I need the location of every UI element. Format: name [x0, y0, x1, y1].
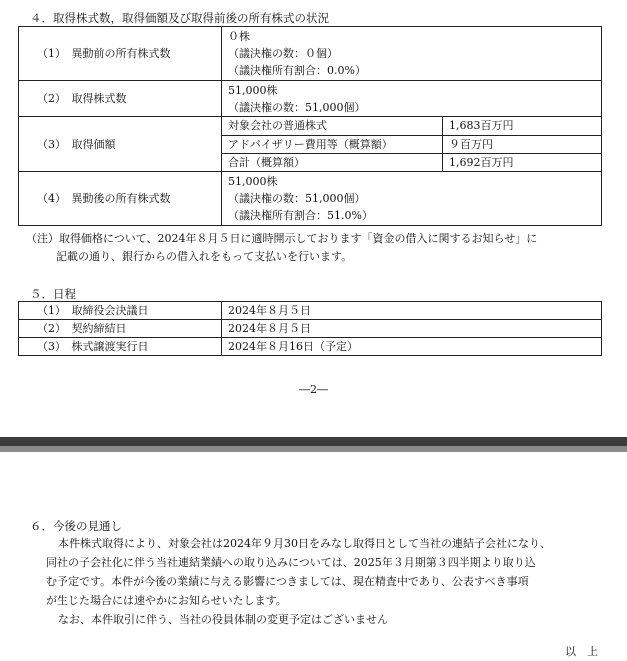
price-total-name: 合計（概算額） [222, 153, 443, 171]
price-row [222, 135, 601, 153]
row2-votes: （議決権の数：51,000個） [228, 100, 366, 114]
row1-label: （1） 異動前の所有株式数 [19, 27, 222, 81]
outlook-line: む予定です。本件が今後の業績に与える影響につきましては、現在精査中であり、公表すべき事項 [46, 575, 529, 588]
row4-votes: （議決権の数：51,000個） [228, 192, 366, 205]
section5-heading: ５．日程 [30, 287, 76, 301]
table-row [19, 172, 602, 226]
row4-label: （4） 異動後の所有株式数 [19, 172, 222, 226]
row3-value [222, 117, 602, 172]
section4-heading: ４．取得株式数，取得価額及び取得前後の所有株式の状況 [30, 11, 329, 25]
row3-label: （3） 取得価額 [19, 117, 222, 172]
price-row [222, 153, 601, 171]
price-row [222, 117, 601, 135]
row4-value [222, 172, 602, 226]
row4-ratio: （議決権所有割合：51.0%） [228, 209, 373, 222]
outlook-line: 同社の子会社化に伴う当社連結業績への取り込みについては、2025年３月期第３四半期より取り込 [46, 556, 536, 569]
outlook-line: 本件株式取得により、対象会社は2024年９月30日をみなし取得日として当社の連結子会社になり、 [58, 537, 551, 550]
outlook-line: なお、本件取引に伴う、当社の役員体制の変更予定はございません [58, 613, 388, 626]
row1-value [222, 27, 602, 81]
row4-shares: 51,000株 [228, 175, 278, 188]
schedule-label: （3） 株式譲渡実行日 [19, 338, 222, 356]
table-row [19, 117, 602, 172]
price-item-value: 1,683百万円 [443, 117, 602, 135]
price-breakdown-table [222, 117, 601, 171]
row1-votes: （議決権の数：０個） [228, 47, 338, 60]
note-line-1: （注）取得価格について、2024年８月５日に適時開示しております「資金の借入に関するお知らせ」に [26, 232, 538, 245]
row2-label: （2） 取得株式数 [19, 81, 222, 117]
schedule-date: 2024年８月16日（予定） [222, 338, 602, 356]
row1-shares: ０株 [228, 30, 250, 43]
price-item-name: アドバイザリー費用等（概算額） [222, 135, 443, 153]
section6-heading: ６．今後の見通し [30, 519, 122, 533]
table-row [19, 338, 602, 356]
page-2 [0, 452, 627, 660]
table-row [19, 81, 602, 117]
row1-ratio: （議決権所有割合：0.0%） [228, 64, 366, 77]
schedule-label: （2） 契約締結日 [19, 320, 222, 338]
row2-value [222, 81, 602, 117]
outlook-line: が生じた場合には速やかにお知らせいたします。 [46, 594, 287, 607]
price-item-value: ９百万円 [443, 135, 602, 153]
note-line-2: 記載の通り、銀行からの借入れをもって支払いを行います。 [56, 250, 353, 263]
price-total-value: 1,692百万円 [449, 155, 514, 169]
table-row [19, 302, 602, 320]
schedule-table [18, 301, 602, 356]
table-row [19, 27, 602, 81]
schedule-date: 2024年８月５日 [222, 320, 602, 338]
schedule-date: 2024年８月５日 [222, 302, 602, 320]
table-row [19, 320, 602, 338]
acquisition-table [18, 26, 602, 226]
closing-mark: 以 上 [565, 645, 598, 658]
schedule-label: （1） 取締役会決議日 [19, 302, 222, 320]
page-separator [0, 437, 627, 446]
row2-shares: 51,000株 [228, 83, 278, 97]
page-number: ―2― [299, 383, 328, 396]
price-item-name: 対象会社の普通株式 [222, 117, 443, 135]
